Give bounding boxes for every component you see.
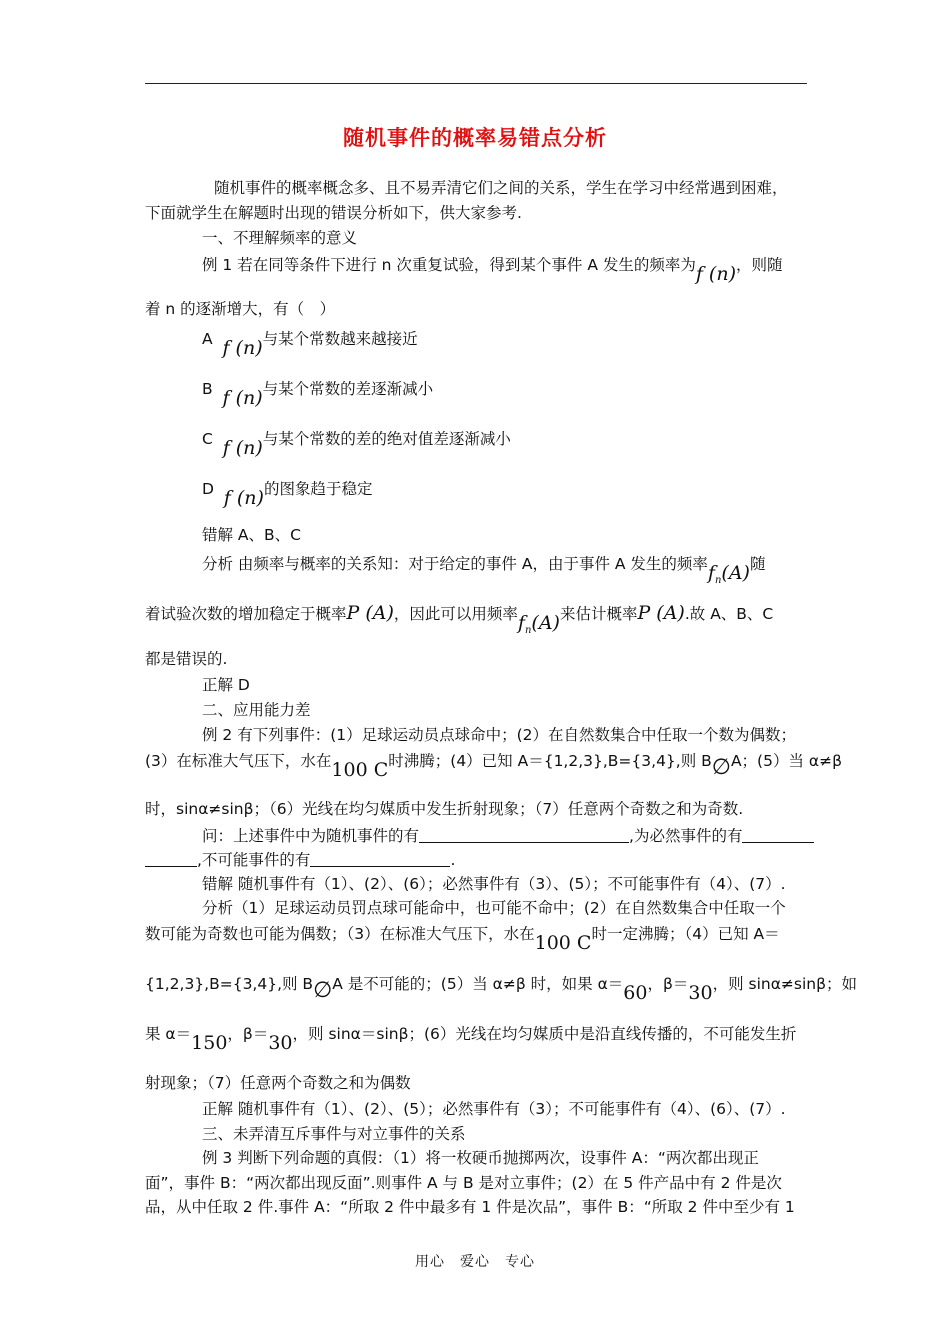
analysis-2-line-1: 分析（1）足球运动员罚点球可能命中，也可能不命中；(2）在自然数集合中任取一个 — [202, 899, 786, 917]
answer-blank-impossible[interactable] — [310, 851, 450, 867]
question-line-1 — [202, 826, 814, 846]
analysis-text: ，因此可以用频率 — [393, 605, 518, 623]
analysis-1-line-3: 都是错误的. — [145, 650, 228, 668]
option-b — [202, 378, 434, 409]
angle-value: 150 — [191, 1032, 228, 1054]
angle-value: 60 — [623, 982, 648, 1004]
analysis-text-end: 随 — [749, 555, 766, 573]
fn-formula: f (n) — [222, 387, 263, 409]
analysis-text: ，则 sinα≠sinβ；如 — [712, 975, 858, 993]
header-rule — [145, 83, 807, 84]
answer-blank-certain-cont[interactable] — [145, 851, 197, 867]
temperature-formula: 100 C — [534, 932, 592, 954]
correct-answer-1: 正解 D — [202, 676, 250, 694]
question-text: ,为必然事件的有 — [629, 827, 743, 845]
fn-formula: f (n) — [222, 437, 263, 459]
page-footer: 用心 爱心 专心 — [415, 1254, 535, 1270]
example-3-line-2: 面”，事件 B：“两次都出现反面”.则事件 A 与 B 是对立事件；(2）在 5 件产品中有 2 件是次 — [145, 1174, 782, 1192]
analysis-1-line-1 — [202, 553, 766, 586]
option-d — [202, 478, 373, 509]
wrong-answer-1: 错解 A、B、C — [202, 526, 301, 544]
analysis-1-line-2 — [145, 602, 774, 636]
analysis-text: 着试验次数的增加稳定于概率 — [145, 605, 347, 623]
analysis-text: 果 α＝ — [145, 1025, 192, 1043]
PA-formula: P (A) — [346, 602, 394, 624]
empty-set-symbol: ∅ — [313, 978, 333, 1003]
example-1-text: 例 1 若在同等条件下进行 n 次重复试验，得到某个事件 A 发生的频率为 — [202, 256, 696, 274]
temperature-formula: 100 C — [331, 759, 389, 781]
fnA-formula: $f_n(A)$ — [517, 612, 560, 636]
example-1-line-2: 着 n 的逐渐增大，有（ ） — [145, 300, 336, 318]
example-text: 时沸腾；(4）已知 A＝{1,2,3},B={3,4},则 B — [388, 752, 712, 770]
fnA-formula: $f_n(A)$ — [707, 562, 750, 586]
section-2-heading: 二、应用能力差 — [202, 701, 311, 719]
option-text: 的图象趋于稳定 — [263, 480, 373, 498]
question-text: 问：上述事件中为随机事件的有 — [202, 827, 420, 845]
fn-formula: f (n) — [223, 487, 264, 509]
analysis-2-line-3 — [145, 973, 858, 1004]
analysis-text: ，则 sinα＝sinβ；(6）光线在均匀媒质中是沿直线传播的，不可能发生折 — [292, 1025, 797, 1043]
analysis-text: ，β＝ — [647, 975, 689, 993]
option-text: 与某个常数越来越接近 — [262, 330, 418, 348]
analysis-text: 时一定沸腾；（4）已知 A＝ — [591, 925, 780, 943]
angle-value: 30 — [268, 1032, 293, 1054]
angle-value: 30 — [688, 982, 713, 1004]
analysis-2-line-2 — [145, 923, 780, 954]
section-3-heading: 三、未弄清互斥事件与对立事件的关系 — [202, 1125, 466, 1143]
correct-answer-2: 正解 随机事件有（1）、(2）、(5）；必然事件有（3）；不可能事件有（4）、(6）、(7）. — [202, 1100, 786, 1118]
example-3-line-1: 例 3 判断下列命题的真假：（1）将一枚硬币抛掷两次，设事件 A：“两次都出现正 — [202, 1149, 759, 1167]
option-letter: D — [202, 480, 214, 498]
analysis-text: A 是不可能的；(5）当 α≠β 时，如果 α＝ — [332, 975, 624, 993]
example-2-line-1: 例 2 有下列事件：(1）足球运动员点球命中；(2）在自然数集合中任取一个数为偶数； — [202, 726, 797, 744]
option-letter: A — [202, 330, 213, 348]
empty-set-symbol: ∅ — [711, 755, 731, 780]
analysis-text: ，β＝ — [227, 1025, 269, 1043]
intro-line-2: 下面就学生在解题时出现的错误分析如下，供大家参考. — [145, 204, 522, 222]
wrong-answer-2: 错解 随机事件有（1）、(2）、(6）；必然事件有（3）、(5）；不可能事件有（4）、(7）. — [202, 875, 786, 893]
analysis-2-line-4 — [145, 1023, 797, 1054]
PA-formula: P (A) — [637, 602, 685, 624]
document-title: 随机事件的概率易错点分析 — [343, 126, 607, 150]
example-text: (3）在标准大气压下，水在 — [145, 752, 332, 770]
analysis-text: 数可能为奇数也可能为偶数；（3）在标准大气压下，水在 — [145, 925, 535, 943]
option-text: 与某个常数的差逐渐减小 — [262, 380, 434, 398]
option-letter: C — [202, 430, 213, 448]
fn-formula: f (n) — [695, 263, 736, 285]
analysis-2-line-5: 射现象；（7）任意两个奇数之和为偶数 — [145, 1074, 411, 1092]
example-text: A；(5）当 α≠β — [730, 752, 842, 770]
fn-formula: f (n) — [222, 337, 263, 359]
example-2-line-3: 时，sinα≠sinβ；（6）光线在均匀媒质中发生折射现象；（7）任意两个奇数之和为奇数. — [145, 800, 744, 818]
example-1-text-end: ，则随 — [736, 256, 783, 274]
option-c — [202, 428, 511, 459]
section-1-heading: 一、不理解频率的意义 — [202, 229, 358, 247]
analysis-text: 分析 由频率与概率的关系知：对于给定的事件 A，由于事件 A 发生的频率 — [202, 555, 708, 573]
question-text: . — [450, 851, 456, 869]
example-1-line-1 — [202, 254, 783, 285]
question-text: ,不可能事件的有 — [197, 851, 311, 869]
example-2-line-2 — [145, 750, 842, 781]
analysis-text: 来估计概率 — [559, 605, 638, 623]
option-a — [202, 328, 418, 359]
example-3-line-3: 品，从中任取 2 件.事件 A：“所取 2 件中最多有 1 件是次品”，事件 B：“所取 2 件中至少有 1 — [145, 1198, 795, 1216]
intro-line-1: 随机事件的概率概念多、且不易弄清它们之间的关系，学生在学习中经常遇到困难， — [214, 179, 788, 197]
option-letter: B — [202, 380, 213, 398]
option-text: 与某个常数的差的绝对值差逐渐减小 — [262, 430, 511, 448]
analysis-text: .故 A、B、C — [684, 605, 774, 623]
answer-blank-certain[interactable] — [742, 827, 814, 843]
question-line-2 — [145, 850, 455, 870]
answer-blank-random[interactable] — [419, 827, 629, 843]
analysis-text: {1,2,3},B={3,4},则 B — [145, 975, 314, 993]
